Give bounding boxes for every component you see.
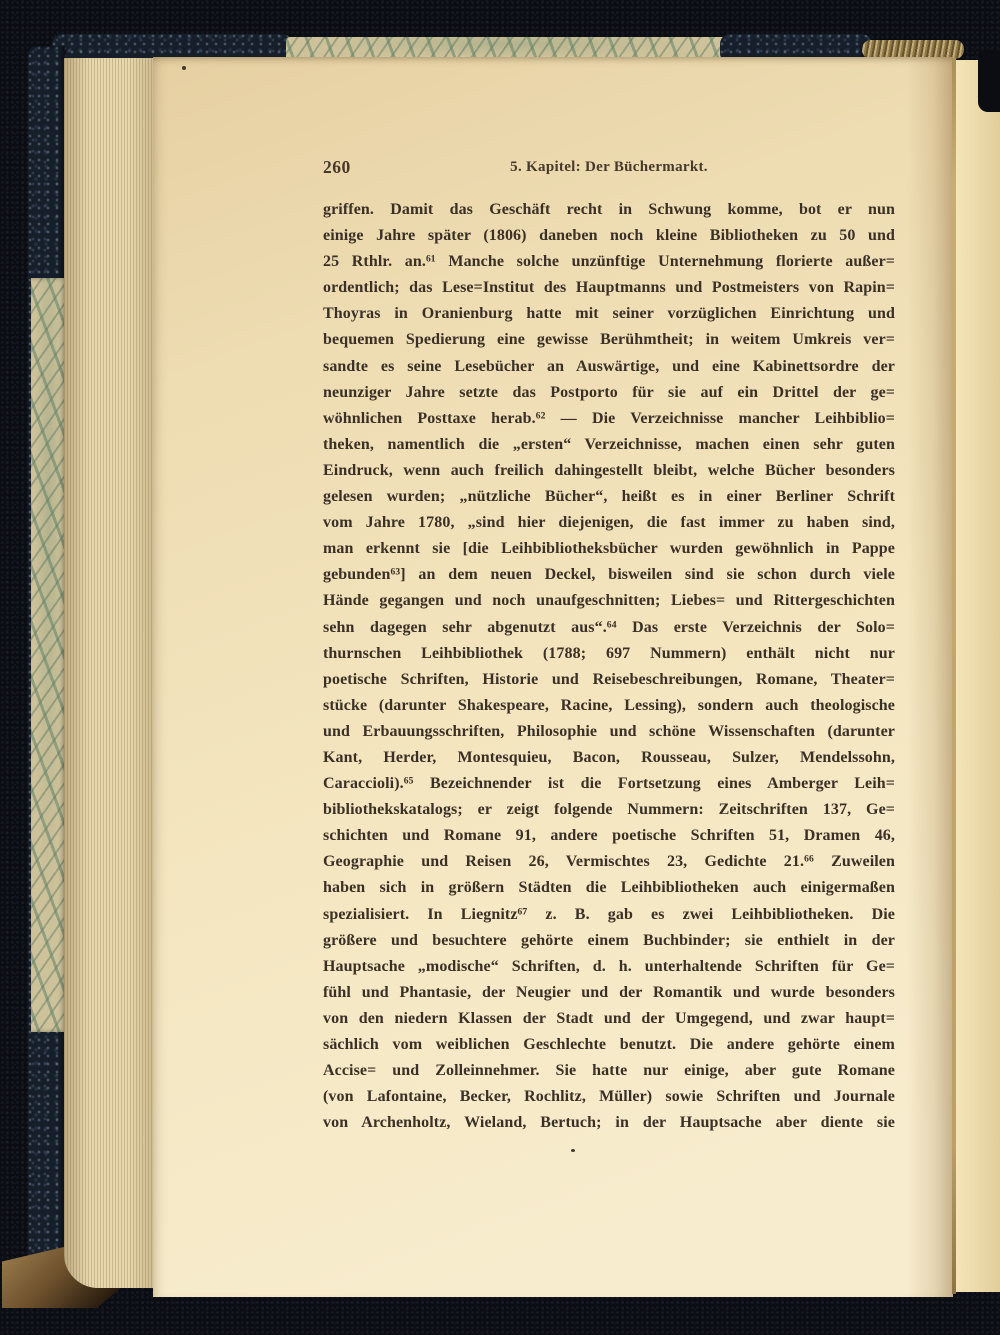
- text-line: gelesen wurden; „nützliche Bücher“, heißt es in einer Berliner Schrift: [323, 488, 895, 506]
- text-line: Kant, Herder, Montesquieu, Bacon, Rousseau, Sulzer, Mendelssohn,: [323, 748, 895, 766]
- text-line: 25 Rthlr. an.⁶¹ Manche solche unzünftige Unternehmung florierte außer=: [323, 253, 895, 271]
- ink-speck: [182, 66, 186, 70]
- page-stack-fore-edge: [64, 58, 153, 1288]
- running-header: [323, 157, 895, 181]
- text-line: neunziger Jahre setzte das Postporto für sie auf ein Drittel der ge=: [323, 383, 895, 401]
- text-line: Hände gegangen und noch unaufgeschnitten; Liebes= und Rittergeschichten: [323, 592, 895, 610]
- text-line: Geographie und Reisen 26, Vermischtes 23, Gedichte 21.⁶⁶ Zuweilen: [323, 853, 895, 871]
- text-line: größere und besuchtere gehörte einem Buchbinder; sie enthielt in der: [323, 931, 895, 949]
- page-number: 260: [323, 157, 351, 177]
- text-line: von Archenholtz, Wieland, Bertuch; in der Hauptsache aber diente sie: [323, 1114, 895, 1132]
- text-line: Caraccioli).⁶⁵ Bezeichnender ist die Fortsetzung eines Amberger Leih=: [323, 775, 895, 793]
- text-line: man erkennt sie [die Leihbibliotheksbücher wurden gewöhnlich in Pappe: [323, 540, 895, 558]
- text-line: sandte es seine Lesebücher an Auswärtige, und eine Kabinettsordre der: [323, 357, 895, 375]
- text-line: bequemen Spedierung eine gewisse Berühmtheit; in weitem Umkreis ver=: [323, 331, 895, 349]
- text-line: sächlich vom weiblichen Geschlechte benutzt. Die andere gehörte einem: [323, 1036, 895, 1053]
- text-line: spezialisiert. In Liegnitz⁶⁷ z. B. gab es zwei Leihbibliotheken. Die: [323, 905, 895, 923]
- gutter-top-shadow: [978, 50, 1000, 112]
- text-line: sehn dagegen sehr abgenutzt aus“.⁶⁴ Das erste Verzeichnis der Solo=: [323, 618, 895, 636]
- text-line: Thoyras in Oranienburg hatte mit seiner vorzüglichen Einrichtung und: [323, 305, 895, 323]
- text-line: schichten und Romane 91, andere poetische Schriften 51, Dramen 46,: [323, 827, 895, 845]
- text-line: thurnschen Leihbibliothek (1788; 697 Nummern) enthält nicht nur: [323, 644, 895, 662]
- text-line: vom Jahre 1780, „sind hier diejenigen, die fast immer zu haben sind,: [323, 514, 895, 532]
- text-line: wöhnlichen Posttaxe herab.⁶² — Die Verzeichnisse mancher Leihbiblio=: [323, 409, 895, 427]
- text-line: Accise= und Zolleinnehmer. Sie hatte nur einige, aber gute Romane: [323, 1062, 895, 1080]
- text-line: stücke (darunter Shakespeare, Racine, Lessing), sondern auch theologische: [323, 696, 895, 714]
- ink-dot-below-text: [571, 1149, 575, 1152]
- text-line: einige Jahre später (1806) daneben noch kleine Bibliotheken zu 50 und: [323, 227, 895, 245]
- text-line: von den niedern Klassen der Stadt und der Umgegend, und zwar haupt=: [323, 1009, 895, 1027]
- text-line: (von Lafontaine, Becker, Rochlitz, Müller) sowie Schriften und Journale: [323, 1088, 895, 1106]
- gutter-shadow: [907, 57, 953, 1297]
- text-line: und Erbauungsschriften, Philosophie und schöne Wissenschaften (darunter: [323, 722, 895, 740]
- text-line: haben sich in größern Städten die Leihbibliotheken auch einigermaßen: [323, 879, 895, 897]
- text-line: Hauptsache „modische“ Schriften, d. h. unterhaltende Schriften für Ge=: [323, 957, 895, 975]
- text-line: fühl und Phantasie, der Neugier und der Romantik und wurde besonders: [323, 983, 895, 1001]
- chapter-heading: 5. Kapitel: Der Büchermarkt.: [510, 159, 708, 175]
- text-line: bibliothekskatalogs; er zeigt folgende Nummern: Zeitschriften 137, Ge=: [323, 801, 895, 819]
- text-line: Eindruck, wenn auch freilich dahingestellt bleibt, welche Bücher besonders: [323, 461, 895, 479]
- text-line: gebunden⁶³] an dem neuen Deckel, bisweilen sind sie schon durch viele: [323, 566, 895, 584]
- body-text: [323, 197, 895, 1136]
- text-line: theken, namentlich die „ersten“ Verzeichnisse, machen einen sehr guten: [323, 435, 895, 453]
- text-line: griffen. Damit das Geschäft recht in Schwung komme, bot er nun: [323, 201, 895, 218]
- facing-page-sliver: [956, 60, 1000, 1292]
- text-line: ordentlich; das Lese=Institut des Hauptmanns und Postmeisters von Rapin=: [323, 279, 895, 297]
- book-page: [153, 57, 953, 1297]
- book-cover-marbled-paper-left: [31, 278, 66, 1032]
- text-line: poetische Schriften, Historie und Reisebeschreibungen, Romane, Theater=: [323, 670, 895, 688]
